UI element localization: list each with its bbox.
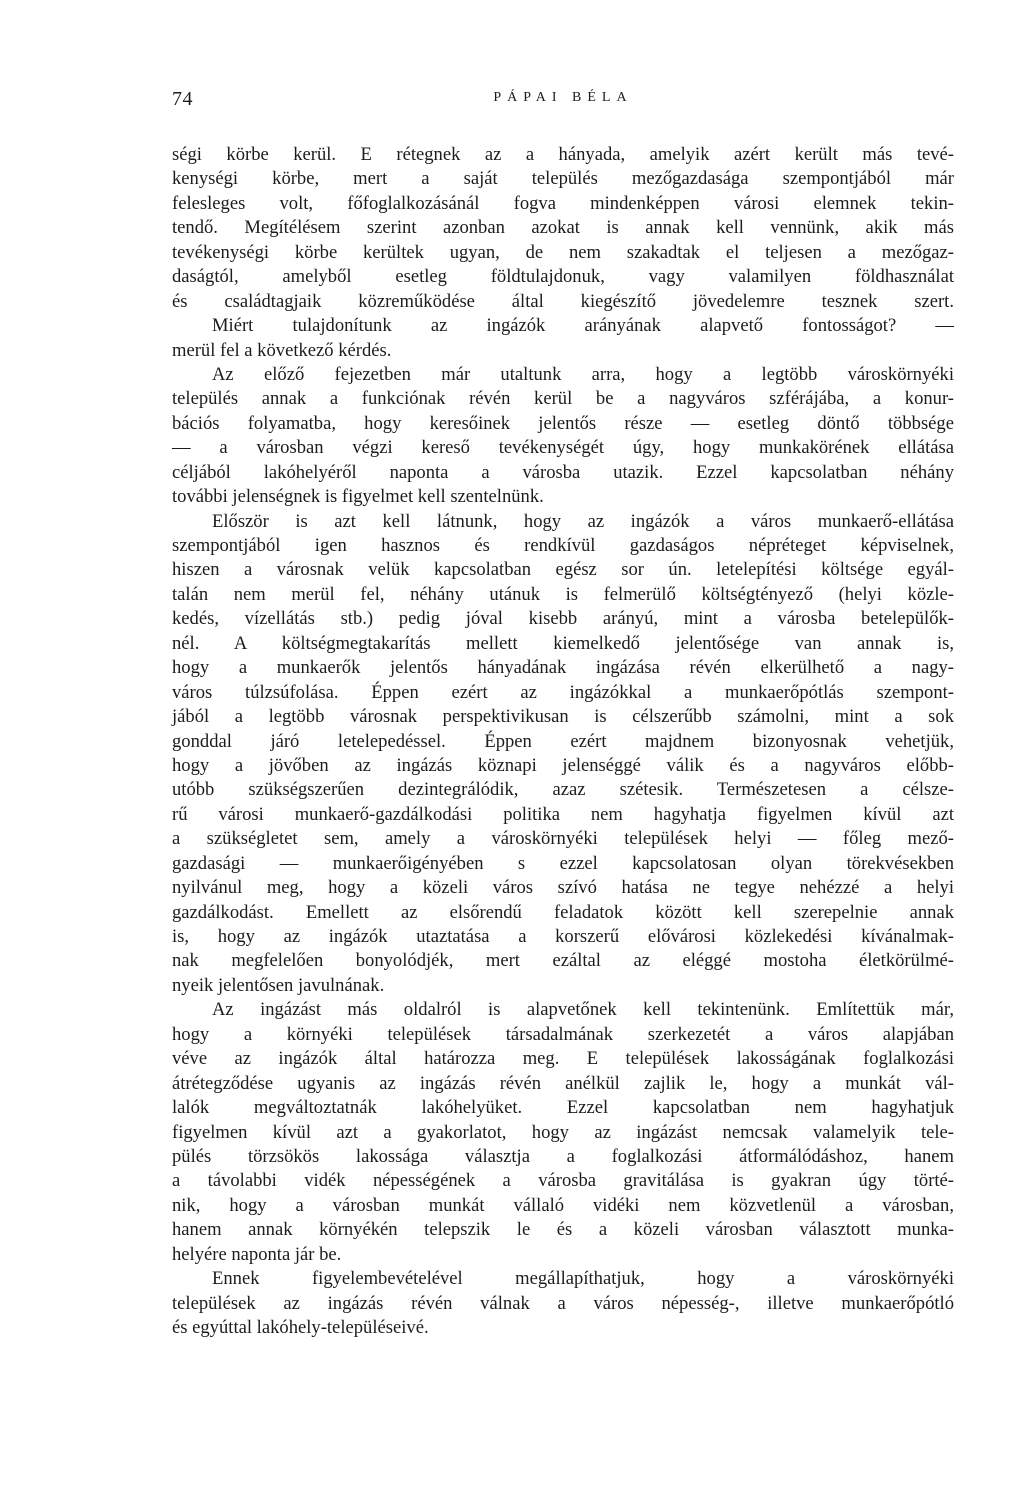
body-text <box>172 143 954 1340</box>
text-line: merül fel a következő kérdés. <box>172 339 392 361</box>
text-line: utóbb szükségszerűen dezintegrálódik, azaz szétesik. Természetesen a célsze- <box>172 779 954 801</box>
text-line: céljából lakóhelyéről naponta a városba utazik. Ezzel kapcsolatban néhány <box>172 461 954 483</box>
text-line: felesleges volt, főfoglalkozásánál fogva mindenképpen városi elemnek tekin- <box>172 192 954 214</box>
text-line: hogy a jövőben az ingázás köznapi jelenséggé válik és a nagyváros előbb- <box>172 754 954 776</box>
text-line: gonddal járó letelepedéssel. Éppen ezért majdnem bizonyosnak vehetjük, <box>172 730 954 752</box>
text-line: tevékenységi körbe kerültek ugyan, de nem szakadtak el teljesen a mezőgaz- <box>172 241 954 263</box>
text-line: — a városban végzi kereső tevékenységét úgy, hogy munkakörének ellátása <box>172 437 954 459</box>
text-line: települések az ingázás révén válnak a város népesség-, illetve munkaerőpótló <box>172 1292 954 1314</box>
text-line: lalók megváltoztatnák lakóhelyüket. Ezzel kapcsolatban nem hagyhatjuk <box>172 1097 954 1119</box>
text-line: nyeik jelentősen javulnának. <box>172 974 385 996</box>
text-line: figyelmen kívül azt a gyakorlatot, hogy az ingázást nemcsak valamelyik tele- <box>172 1121 954 1143</box>
page-header <box>172 88 954 118</box>
text-line: pülés törzsökös lakossága választja a foglalkozási átformálódáshoz, hanem <box>172 1145 954 1167</box>
text-line: talán nem merül fel, néhány utánuk is felmerülő költségtényező (helyi közle- <box>172 583 954 605</box>
text-line: ségi körbe kerül. E rétegnek az a hányada, amelyik azért került más tevé- <box>172 144 954 165</box>
text-line: jából a legtöbb városnak perspektivikusan is célszerűbb számolni, mint a sok <box>172 706 954 728</box>
text-line: rű városi munkaerő-gazdálkodási politika nem hagyhatja figyelmen kívül azt <box>172 803 954 825</box>
text-line: daságtól, amelyből esetleg földtulajdonuk, vagy valamilyen földhasználat <box>172 266 954 288</box>
text-line: további jelenségnek is figyelmet kell szentelnünk. <box>172 486 544 508</box>
text-line: helyére naponta jár be. <box>172 1243 342 1265</box>
text-line: település annak a funkciónak révén kerül be a nagyváros szférájába, a konur- <box>172 388 954 410</box>
text-line: gazdálkodást. Emellett az elsőrendű feladatok között kell szerepelnie annak <box>172 901 954 923</box>
text-line: kedés, vízellátás stb.) pedig jóval kisebb arányú, mint a városba betelepülők- <box>172 608 954 630</box>
text-line: nyilvánul meg, hogy a közeli város szívó hatása ne tegye nehézzé a helyi <box>172 877 954 899</box>
text-line: tendő. Megítélésem szerint azonban azokat is annak kell vennünk, akik más <box>172 217 954 239</box>
text-line: a szükségletet sem, amely a városkörnyéki települések helyi — főleg mező- <box>172 828 954 850</box>
page-number: 74 <box>172 88 193 110</box>
text-line: Miért tulajdonítunk az ingázók arányának alapvető fontosságot? — <box>212 315 954 337</box>
text-line: kenységi körbe, mert a saját település mezőgazdasága szempontjából már <box>172 168 954 190</box>
text-line: és egyúttal lakóhely-településeivé. <box>172 1317 429 1338</box>
text-line: hogy a környéki települések társadalmának szerkezetét a város alapjában <box>172 1023 954 1045</box>
text-line: nél. A költségmegtakarítás mellett kiemelkedő jelentősége van annak is, <box>172 632 954 654</box>
text-line: szempontjából igen hasznos és rendkívül gazdaságos népréteget képviselnek, <box>172 535 954 556</box>
text-line: véve az ingázók által határozza meg. E települések lakosságának foglalkozási <box>172 1048 954 1070</box>
text-line: Ennek figyelembevételével megállapíthatjuk, hogy a városkörnyéki <box>212 1268 954 1290</box>
text-line: átrétegződése ugyanis az ingázás révén anélkül zajlik le, hogy a munkát vál- <box>172 1072 954 1094</box>
text-line: a távolabbi vidék népességének a városba gravitálása is gyakran úgy törté- <box>172 1170 954 1192</box>
text-line: város túlzsúfolása. Éppen ezért az ingázókkal a munkaerőpótlás szempont- <box>172 681 954 703</box>
text-line: Az előző fejezetben már utaltunk arra, hogy a legtöbb városkörnyéki <box>212 363 954 385</box>
text-line: és családtagjaik közreműködése által kiegészítő jövedelemre tesznek szert. <box>172 290 954 312</box>
text-line: hogy a munkaerők jelentős hányadának ingázása révén elkerülhető a nagy- <box>172 657 954 679</box>
text-line: is, hogy az ingázók utaztatása a korszerű elővárosi közlekedési kívánalmak- <box>172 926 954 947</box>
text-line: hiszen a városnak velük kapcsolatban egész sor ún. letelepítési költsége egyál- <box>172 559 954 581</box>
text-line: Először is azt kell látnunk, hogy az ingázók a város munkaerő-ellátása <box>212 510 954 532</box>
text-line: nik, hogy a városban munkát vállaló vidéki nem közvetlenül a városban, <box>172 1194 954 1216</box>
text-line: gazdasági — munkaerőigényében s ezzel kapcsolatosan olyan törekvésekben <box>172 852 954 874</box>
running-head: PÁPAI BÉLA <box>493 90 633 105</box>
text-line: nak megfelelően bonyolódjék, mert ezáltal az eléggé mostoha életkörülmé- <box>172 950 954 972</box>
text-line: hanem annak környékén telepszik le és a közeli városban választott munka- <box>172 1219 954 1241</box>
text-line: bációs folyamatba, hogy keresőinek jelentős része — esetleg döntő többsége <box>172 412 954 434</box>
text-line: Az ingázást más oldalról is alapvetőnek kell tekintenünk. Említettük már, <box>212 999 954 1021</box>
